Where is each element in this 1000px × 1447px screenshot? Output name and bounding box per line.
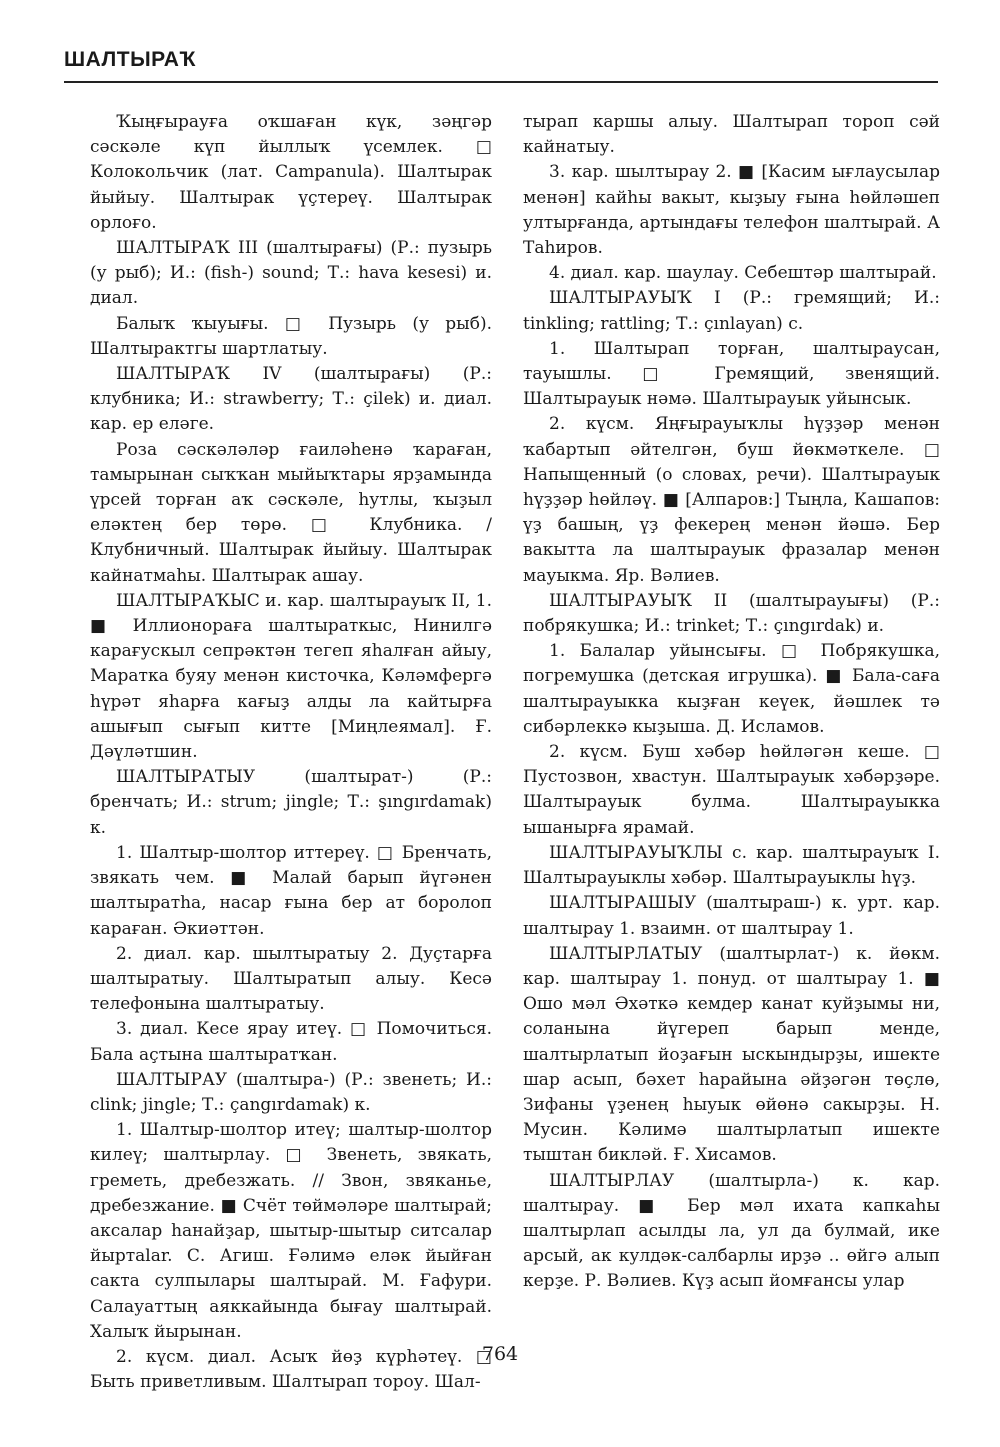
dictionary-paragraph: ШАЛТЫРЛАУ (шалтырла-) к. кар. шалтырау. ■ Бер мәл ихата капкаһы шалтырлап асылды ла, ул да булмай, ике арсый, ак кулдәк-салбарлы ирҙә .. өйгә алып керҙе. Р. Вәлиев. Күҙ асып йомғансы улар: [523, 1170, 940, 1292]
dictionary-paragraph: 2. диал. кар. шылтыратыу 2. Дуҫтарға шалтыратыу. Шалтыратып алыу. Кесә телефонына шалтыратыу.: [90, 943, 492, 1015]
dictionary-paragraph: 2. күсм. Буш хәбәр һөйләгән кеше. □ Пустозвон, хвастун. Шалтырауык хәбәрҙәре. Шалтырауык булма. Шалтырауыкка ышанырға ярамай.: [523, 742, 940, 838]
page-number: 764: [481, 1343, 519, 1365]
dictionary-paragraph: 1. Шалтыр-шолтор итеү; шалтыр-шолтор килеү; шалтырлау. □ Звенеть, звякать, греметь, дребезжать. // Звон, звяканье, дребезжание. ■ Счёт төймәләре шалтырай; аксалар һанайҙар, шытыр-шытыр ситсалар йыртalar. С. Агиш. Ғәлимә еләк йыйған сакта сулпылары шалтырай. М. Ғафури. Салауаттың аяккайында бығау шалтырай. Халыҡ йырынан.: [90, 1120, 492, 1342]
dictionary-paragraph: Балыҡ ҡыуығы. □ Пузырь (у рыб). Шалтырактгы шартлатыу.: [90, 313, 492, 359]
dictionary-paragraph: ШАЛТЫРАҠ IV (шалтырағы) (Р.: клубника; И.: strawberry; Т.: çilek) и. диал. кар. ер еләге.: [90, 364, 492, 435]
dictionary-paragraph: 4. диал. кар. шаулау. Себештәр шалтырай.: [549, 263, 937, 284]
header-rule: [64, 81, 938, 83]
dictionary-paragraph: 2. күсм. диал. Асыҡ йөҙ күрһәтеү. □ Быть приветливым. Шалтырап тороу. Шал-: [90, 1346, 492, 1393]
dictionary-paragraph: ШАЛТЫРАҠ III (шалтырағы) (Р.: пузырь (у рыб); И.: (fish-) sound; Т.: hava kesesi) и. диал.: [90, 238, 492, 309]
right-column: [523, 110, 940, 1295]
dictionary-paragraph: ШАЛТЫРАҠЫС и. кар. шалтырауыҡ II, 1. ■ Иллионораға шалтыраткыс, Нинилгә карағускыл сепрәктән тегеп яһалған айыу, Маратка буяу менән кисточка, Кәләмфергә һүрәт яһарға кағыҙ алды ла кайтырға ашығып сығып китте [Миңлеямал]. Ғ. Дәүләтшин.: [90, 590, 492, 763]
dictionary-paragraph: 1. Шалтырап торған, шалтыраусан, тауышлы. □ Гремящий, звенящий. Шалтырауык нәмә. Шалтырауык уйынсык.: [523, 338, 940, 410]
dictionary-paragraph: ШАЛТЫРАУЫҠЛЫ с. кар. шалтырауыҡ I. Шалтырауыклы хәбәр. Шалтырауыклы һүҙ.: [523, 842, 940, 889]
dictionary-paragraph: ШАЛТЫРАШЫУ (шалтыраш-) к. урт. кар. шалтырау 1. взаимн. от шалтырау 1.: [523, 893, 940, 939]
dictionary-paragraph: 3. диал. Кесе яраy итеү. □ Помочиться. Бала аҫтына шалтыратҡан.: [90, 1019, 492, 1065]
dictionary-paragraph: ШАЛТЫРАТЫУ (шалтырат-) (Р.: бренчать; И.: strum; jingle; Т.: şıngırdamak) к.: [90, 767, 492, 838]
dictionary-paragraph: ШАЛТЫРАУЫҠ I (Р.: гремящий; И.: tinkling; rattling; Т.: çınlayan) с.: [523, 288, 940, 334]
dictionary-paragraph: ШАЛТЫРАУ (шалтыра-) (Р.: звенеть; И.: clink; jingle; Т.: çangırdamak) к.: [90, 1069, 492, 1115]
dictionary-paragraph: 3. кар. шылтырау 2. ■ [Касим ығлаусылар менән] кайһы вакыт, кыҙыу ғына һөйләшеп ултырғанда, артындағы телефон шалтырай. А Таһиров.: [523, 162, 940, 259]
dictionary-paragraph: тырап каршы алыу. Шалтырап тороп сәй кайнатыу.: [523, 112, 940, 158]
left-column: [90, 110, 492, 1395]
dictionary-paragraph: 2. күсм. Яңғырауыҡлы һүҙҙәр менән ҡабартып әйтелгән, буш йөкмәткеле. □ Напыщенный (о словах, речи). Шалтырауык һүҙҙәр һөйләү. ■ [Алпаров:] Тыңла, Кашапов: үҙ башың, үҙ фекерең менән йәшә. Бер вакытта ла шалтырауык фразалар менән мауыкма. Яр. Вәлиев.: [523, 414, 940, 586]
dictionary-paragraph: ШАЛТЫРАУЫҠ II (шалтырауығы) (Р.: побрякушка; И.: trinket; Т.: çıngırdak) и.: [523, 590, 940, 637]
dictionary-paragraph: Ҡыңғырауға оҡшаған күк, зәңгәр сәскәле күп йыллыҡ үсемлек. □ Колокольчик (лат. Campanula). Шалтырак йыйыу. Шалтырак үҫтереү. Шалтырак орлоғо.: [90, 112, 492, 233]
dictionary-paragraph: 1. Балалар уйынсығы. □ Побрякушка, погремушка (детская игрушка). ■ Бала-сағa шалтырауыкка кыҙған кеүек, йәшлек тә сибәрлеккә кыҙыша. Д. Исламов.: [523, 641, 940, 737]
dictionary-paragraph: ШАЛТЫРЛАТЫУ (шалтырлат-) к. йөкм. кар. шалтырау 1. понуд. от шалтырау 1. ■ Ошо мәл Әхәткә кемдер канат куйҙымы ни, соланына йүгереп барып менде, шалтырлатып йоҙағын ыскындырҙы, ишекте шар асып, бәхет һарайына әйҙәгән төҫлө, Зифаны үҙенең һыуык өйөнә сакырҙы. Н. Мусин. Кәлимә шалтырлатып ишекте тыштан бикләй. Ғ. Хисамов.: [523, 943, 940, 1166]
dictionary-paragraph: 1. Шалтыр-шолтор иттереү. □ Бренчать, звякать чем. ■ Малай барып йүгәнен шалтыратһа, насар ғына бер ат боролоп караған. Әкиәттән.: [90, 842, 492, 939]
dictionary-paragraph: Роза сәскәләләр ғаиләһенә ҡараған, тамырынан сыҡҡан мыйыҡтары ярҙамында үрсей торған аҡ сәскәле, һутлы, ҡыҙыл еләктең бер төрө. □ Клубника. / Клубничный. Шалтырак йыйыу. Шалтырак кайнатмаһы. Шалтырак ашау.: [90, 439, 492, 586]
running-head: ШАЛТЫРАҠ: [64, 48, 196, 71]
